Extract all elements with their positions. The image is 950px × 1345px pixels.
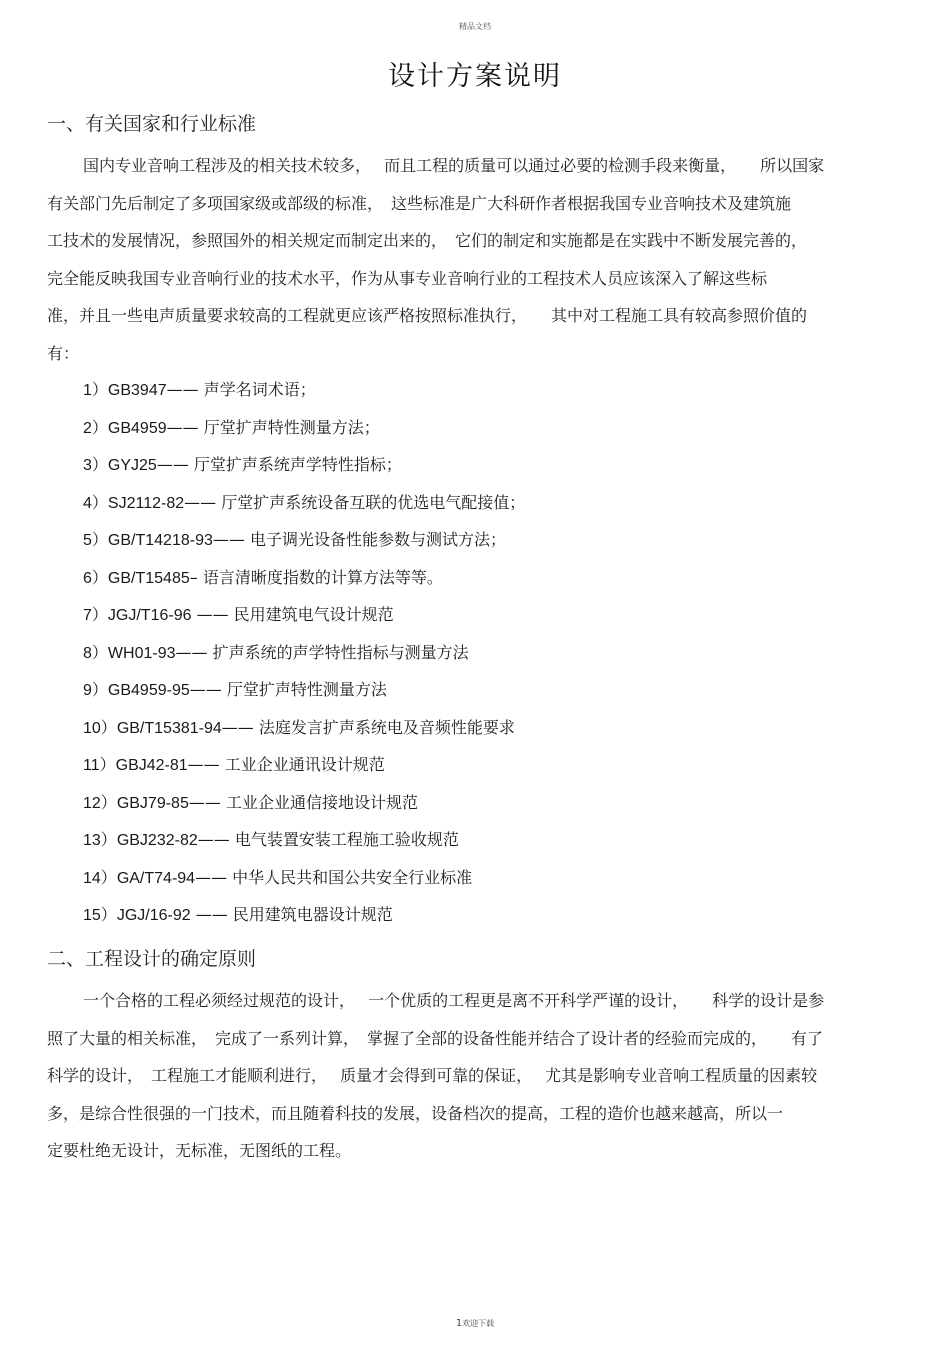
paragraph-line: 有： bbox=[47, 343, 80, 363]
standard-code: GB/T14218-93 bbox=[107, 532, 213, 549]
standard-title: —— 声学名词术语； bbox=[166, 380, 316, 399]
standard-code: JGJ/T16-96 bbox=[107, 607, 192, 624]
standard-code: GA/T74-94 bbox=[116, 869, 196, 887]
footer-text: 欢迎下载 bbox=[462, 1319, 495, 1328]
list-item-number: 11） bbox=[83, 757, 116, 774]
paragraph-line: 科学的设计， 工程施工才能顺利进行， 质量才会得到可靠的保证， 尤其是影响专业音响工程质量的因素较 bbox=[47, 1066, 818, 1086]
list-item bbox=[83, 409, 525, 447]
standard-code: GBJ42-81 bbox=[115, 757, 188, 774]
standard-code: GB3947 bbox=[107, 382, 167, 399]
list-item bbox=[83, 371, 525, 409]
paragraph-line: 照了大量的相关标准， 完成了一系列计算， 掌握了全部的设备性能并结合了设计者的经验而完成的， 有了 bbox=[47, 1028, 824, 1048]
standard-title: —— 工业企业通信接地设计规范 bbox=[188, 792, 418, 812]
list-item-number: 9） bbox=[83, 682, 108, 699]
list-item bbox=[83, 896, 525, 934]
list-item bbox=[83, 784, 525, 822]
page-header: 精品文档 bbox=[459, 22, 491, 31]
list-item-number: 2） bbox=[83, 419, 108, 437]
standard-title: —— 厅堂扩声特性测量方法； bbox=[166, 417, 380, 437]
list-item bbox=[83, 446, 525, 484]
paragraph-line: 一个合格的工程必须经过规范的设计， 一个优质的工程更是离不开科学严谨的设计， 科学的设计是参 bbox=[83, 991, 825, 1010]
list-item-number: 13） bbox=[83, 832, 117, 849]
paragraph-line: 工技术的发展情况，参照国外的相关规定而制定出来的， 它们的制定和实施都是在实践中不断发展完善的， bbox=[47, 231, 808, 251]
list-item-number: 4） bbox=[83, 494, 108, 512]
list-item-number: 3） bbox=[83, 457, 108, 474]
standard-title: —— 厅堂扩声特性测量方法 bbox=[189, 680, 387, 699]
page-number: 1 bbox=[455, 1318, 463, 1329]
paragraph-line: 准，并且一些电声质量要求较高的工程就更应该严格按照标准执行， 其中对工程施工具有较高参照价值的 bbox=[47, 306, 808, 326]
section-heading-design-principles: 二、工程设计的确定原则 bbox=[47, 948, 257, 970]
list-item-number: 7） bbox=[83, 607, 108, 624]
section-paragraph-design-principles bbox=[47, 982, 915, 1170]
list-item bbox=[83, 859, 525, 897]
list-item-number: 8） bbox=[83, 644, 108, 662]
standards-list bbox=[83, 371, 525, 934]
paragraph-line: 多，是综合性很强的一门技术，而且随着科技的发展，设备档次的提高，工程的造价也越来越高，所以一 bbox=[47, 1103, 784, 1123]
section-heading-standards: 一、有关国家和行业标准 bbox=[47, 113, 257, 135]
standard-title: —— 厅堂扩声系统设备互联的优选电气配接值； bbox=[184, 492, 526, 512]
standard-code: JGJ/16-92 bbox=[116, 907, 191, 924]
list-item-number: 14） bbox=[83, 869, 117, 887]
list-item-number: 15） bbox=[83, 907, 117, 924]
list-item bbox=[83, 559, 525, 597]
paragraph-line: 国内专业音响工程涉及的相关技术较多， 而且工程的质量可以通过必要的检测手段来衡量， 所以国家 bbox=[83, 156, 825, 175]
standard-title: —— 扩声系统的声学特性指标与测量方法 bbox=[175, 642, 469, 662]
standard-title: —— 工业企业通讯设计规范 bbox=[187, 755, 385, 774]
list-item bbox=[83, 746, 525, 784]
list-item-number: 10） bbox=[83, 719, 117, 737]
list-item bbox=[83, 821, 525, 859]
standard-code: GBJ79-85 bbox=[116, 794, 189, 812]
list-item-number: 6） bbox=[83, 569, 108, 587]
page-footer bbox=[0, 1318, 950, 1329]
standard-title: —— 厅堂扩声系统声学特性指标； bbox=[156, 455, 402, 474]
standard-code: GB4959-95 bbox=[107, 682, 190, 699]
standard-title: —— 民用建筑电气设计规范 bbox=[191, 605, 394, 624]
list-item-number: 12） bbox=[83, 794, 117, 812]
standard-code: WH01-93 bbox=[107, 644, 176, 662]
standard-code: GYJ25 bbox=[107, 457, 157, 474]
section-paragraph-standards bbox=[47, 147, 915, 373]
list-item bbox=[83, 634, 525, 672]
standard-title: – 语言清晰度指数的计算方法等等。 bbox=[189, 567, 443, 587]
paragraph-line: 定要杜绝无设计，无标准，无图纸的工程。 bbox=[47, 1141, 352, 1161]
list-item-number: 5） bbox=[83, 532, 108, 549]
standard-title: —— 民用建筑电器设计规范 bbox=[190, 905, 393, 924]
document-title: 设计方案说明 bbox=[388, 61, 562, 92]
standard-code: SJ2112-82 bbox=[107, 494, 185, 512]
list-item bbox=[83, 596, 525, 634]
standard-code: GB4959 bbox=[107, 419, 167, 437]
standard-title: —— 电子调光设备性能参数与测试方法； bbox=[212, 530, 506, 549]
standard-title: —— 电气装置安装工程施工验收规范 bbox=[197, 830, 459, 849]
paragraph-line: 完全能反映我国专业音响行业的技术水平，作为从事专业音响行业的工程技术人员应该深入了解这些标 bbox=[47, 268, 768, 288]
standard-code: GB/T15381-94 bbox=[116, 719, 222, 737]
paragraph-line: 有关部门先后制定了多项国家级或部级的标准， 这些标准是广大科研作者根据我国专业音响技术及建筑施 bbox=[47, 193, 792, 213]
list-item bbox=[83, 671, 525, 709]
list-item-number: 1） bbox=[83, 382, 108, 399]
list-item bbox=[83, 521, 525, 559]
standard-title: —— 中华人民共和国公共安全行业标准 bbox=[195, 867, 473, 887]
standard-code: GBJ232-82 bbox=[116, 832, 198, 849]
standard-code: GB/T15485 bbox=[107, 569, 190, 587]
list-item bbox=[83, 709, 525, 747]
list-item bbox=[83, 484, 525, 522]
standard-title: —— 法庭发言扩声系统电及音频性能要求 bbox=[221, 717, 515, 737]
